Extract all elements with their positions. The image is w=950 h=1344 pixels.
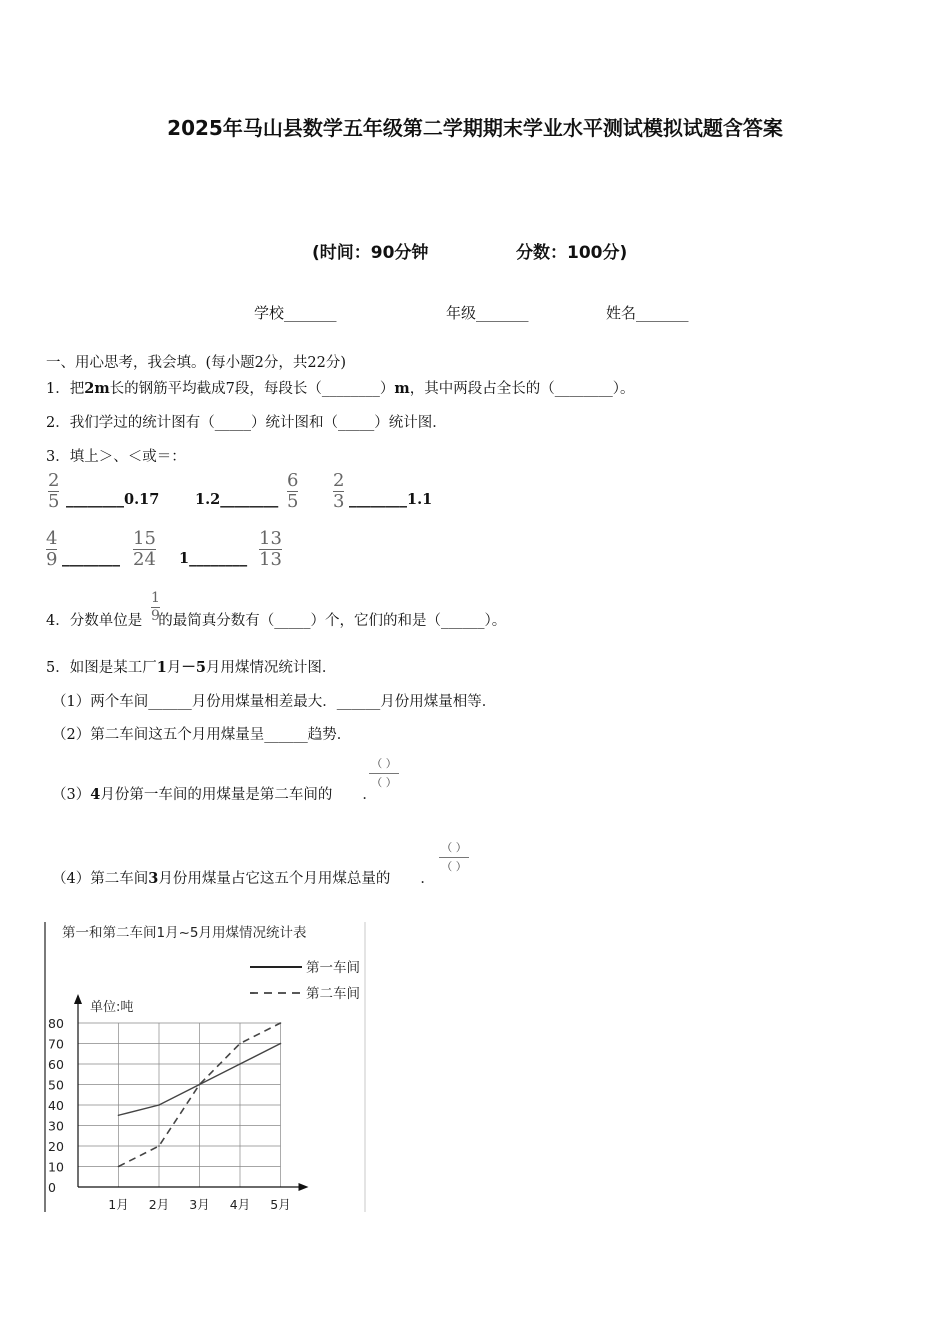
page-title: 2025年马山县数学五年级第二学期期末学业水平测试模拟试题含答案 bbox=[167, 116, 783, 140]
fraction bbox=[46, 530, 57, 569]
numerator-blank: （ ） bbox=[441, 841, 467, 854]
chart-axes bbox=[74, 994, 309, 1191]
denominator: 9 bbox=[46, 549, 58, 570]
section-heading: 一、用心思考，我会填。(每小题2分，共22分) bbox=[46, 355, 346, 371]
compare-blank: 1________ bbox=[179, 550, 248, 567]
compare-blank: ________ bbox=[62, 550, 120, 567]
fraction bbox=[151, 591, 160, 624]
chart-grid bbox=[78, 1023, 281, 1187]
question-5 bbox=[46, 656, 336, 677]
fraction bbox=[287, 472, 298, 511]
q5-part-3: （3）4月份第一车间的用煤量是第二车间的 ． bbox=[52, 786, 377, 803]
denominator: 3 bbox=[333, 491, 345, 512]
question-number: 5． bbox=[46, 660, 70, 676]
numerator: 15 bbox=[133, 528, 156, 549]
y-tick-label: 0 bbox=[48, 1180, 56, 1195]
numerator-blank: （ ） bbox=[371, 757, 397, 770]
numerator: 4 bbox=[46, 528, 58, 549]
numerator: 13 bbox=[259, 528, 282, 549]
denominator: 24 bbox=[133, 549, 156, 570]
q5-part-4: （4）第二车间3月份用煤量占它这五个月用煤总量的 ． bbox=[52, 870, 435, 887]
school-field: 学校_______ bbox=[254, 304, 337, 322]
x-tick-label: 5月 bbox=[270, 1197, 291, 1212]
denominator-blank: （ ） bbox=[441, 860, 467, 873]
data-point bbox=[118, 1114, 120, 1116]
compare-blank: 1.2________ bbox=[195, 491, 279, 508]
y-tick-label: 30 bbox=[48, 1118, 64, 1134]
chart-legend bbox=[250, 960, 360, 1002]
x-axis-arrow bbox=[299, 1183, 309, 1191]
q1-text: 长的钢筋平均截成7段，每段长（________） bbox=[109, 381, 395, 397]
data-point bbox=[158, 1145, 160, 1147]
legend-label: 第二车间 bbox=[306, 986, 360, 1002]
data-point bbox=[239, 1043, 241, 1045]
denominator: 9 bbox=[151, 608, 160, 624]
y-axis-arrow bbox=[74, 994, 82, 1004]
data-point bbox=[239, 1063, 241, 1065]
y-tick-label: 20 bbox=[48, 1139, 64, 1154]
y-tick-label: 60 bbox=[48, 1057, 64, 1072]
y-tick-label: 80 bbox=[48, 1016, 64, 1031]
q1-length: 2m bbox=[84, 380, 110, 397]
y-tick-label: 50 bbox=[48, 1077, 64, 1093]
q3-text: 填上＞、＜或＝： bbox=[69, 449, 186, 465]
numerator: 6 bbox=[287, 470, 299, 491]
denominator: 13 bbox=[259, 549, 282, 570]
x-tick-label: 3月 bbox=[189, 1197, 210, 1212]
numerator: 2 bbox=[333, 470, 345, 491]
x-tick-label: 1月 bbox=[108, 1197, 129, 1212]
q2-text: 我们学过的统计图有（_____）统计图和（_____）统计图． bbox=[69, 415, 447, 431]
fraction bbox=[259, 530, 282, 569]
exam-time: (时间：90分钟 bbox=[312, 243, 429, 263]
question-1 bbox=[46, 377, 635, 398]
blank-fraction bbox=[369, 758, 399, 789]
y-tick-label: 40 bbox=[48, 1098, 64, 1113]
coal-usage-chart bbox=[44, 918, 370, 1214]
q4-text: 的最简真分数有（_____）个，它们的和是（______）。 bbox=[158, 613, 507, 629]
y-tick-label: 70 bbox=[48, 1036, 64, 1052]
x-tick-label: 4月 bbox=[229, 1197, 251, 1212]
name-field: 姓名_______ bbox=[606, 304, 689, 322]
q5-text: 如图是某工厂 bbox=[69, 660, 157, 676]
numerator: 2 bbox=[48, 470, 60, 491]
data-point bbox=[118, 1166, 120, 1168]
denominator: 5 bbox=[287, 491, 299, 512]
q1-text: ，其中两段占全长的（________）。 bbox=[409, 381, 635, 397]
fraction bbox=[333, 472, 344, 511]
q5-text: 月 bbox=[166, 660, 182, 676]
q5-part-2: （2）第二车间这五个月用煤量呈______趋势． bbox=[52, 727, 352, 743]
question-number: 4． bbox=[46, 613, 70, 629]
fraction bbox=[133, 530, 156, 569]
question-4 bbox=[46, 609, 506, 630]
chart-ticks bbox=[48, 1016, 291, 1212]
blank-fraction bbox=[439, 842, 469, 873]
denominator-blank: （ ） bbox=[371, 776, 397, 789]
x-tick-label: 2月 bbox=[148, 1197, 170, 1212]
question-number: 1． bbox=[46, 381, 70, 397]
question-number: 3． bbox=[46, 449, 70, 465]
chart-title: 第一和第二车间1月~5月用煤情况统计表 bbox=[62, 925, 307, 941]
q1-unit: m bbox=[394, 380, 410, 397]
y-tick-label: 10 bbox=[48, 1159, 64, 1175]
compare-blank: ________1.1 bbox=[349, 491, 433, 508]
question-2 bbox=[46, 411, 447, 432]
q5-month: －5 bbox=[181, 659, 206, 676]
data-point bbox=[280, 1022, 282, 1024]
exam-score: 分数：100分) bbox=[516, 243, 628, 263]
q5-text: 月用煤情况统计图． bbox=[205, 660, 337, 676]
y-axis-label: 单位:吨 bbox=[90, 1000, 134, 1015]
data-point bbox=[199, 1084, 201, 1086]
numerator: 1 bbox=[151, 590, 160, 606]
compare-blank: ________0.17 bbox=[66, 491, 160, 508]
data-point bbox=[280, 1043, 282, 1045]
denominator: 5 bbox=[48, 491, 60, 512]
q5-part-1: （1）两个车间______月份用煤量相差最大．______月份用煤量相等． bbox=[52, 694, 497, 710]
legend-label: 第一车间 bbox=[306, 960, 360, 976]
question-number: 2． bbox=[46, 415, 70, 431]
fraction bbox=[48, 472, 59, 511]
q1-text: 把 bbox=[69, 381, 85, 397]
q5-month: 1 bbox=[156, 659, 167, 676]
grade-field: 年级_______ bbox=[446, 304, 529, 322]
data-point bbox=[158, 1104, 160, 1106]
question-3 bbox=[46, 445, 186, 466]
q4-text: 分数单位是 bbox=[69, 613, 143, 629]
